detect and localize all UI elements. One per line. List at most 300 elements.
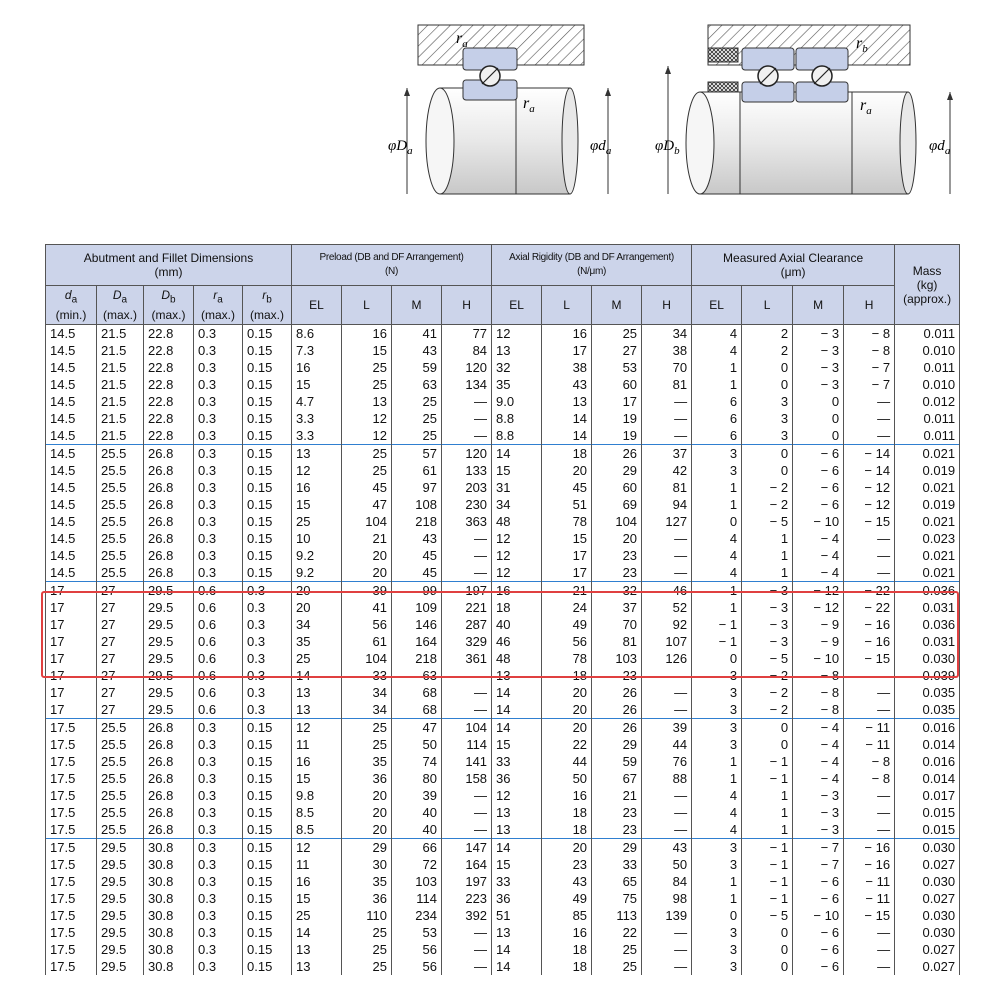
table-cell: 17: [542, 547, 592, 564]
table-cell: 10: [292, 530, 342, 547]
table-cell: − 2: [742, 479, 793, 496]
table-cell: 17.5: [46, 839, 97, 857]
table-cell: 29.5: [97, 890, 144, 907]
table-cell: 0.15: [243, 804, 292, 821]
table-cell: − 11: [844, 736, 895, 753]
table-cell: − 14: [844, 462, 895, 479]
table-cell: 46: [492, 633, 542, 650]
note: (max.): [201, 307, 235, 322]
table-cell: 0.3: [194, 736, 243, 753]
table-cell: 20: [542, 684, 592, 701]
group-header-mass: [895, 245, 960, 325]
table-cell: 14: [542, 410, 592, 427]
table-cell: 17.5: [46, 873, 97, 890]
table-cell: 30.8: [144, 873, 194, 890]
table-cell: 40: [492, 616, 542, 633]
table-cell: 68: [392, 701, 442, 719]
table-cell: 78: [542, 513, 592, 530]
table-cell: 4: [692, 821, 742, 839]
table-cell: 6: [692, 393, 742, 410]
table-cell: 2: [742, 342, 793, 359]
table-cell: 0.3: [194, 376, 243, 393]
table-cell: 14.5: [46, 462, 97, 479]
table-cell: 3: [692, 462, 742, 479]
table-cell: 27: [97, 616, 144, 633]
table-cell: 75: [592, 890, 642, 907]
table-cell: 197: [442, 873, 492, 890]
table-cell: 30.8: [144, 856, 194, 873]
table-cell: − 6: [793, 941, 844, 958]
table-row: [46, 753, 960, 770]
table-cell: − 1: [742, 753, 793, 770]
col-header-clearance-h: H: [844, 286, 895, 325]
table-cell: 14.5: [46, 342, 97, 359]
table-cell: 26.8: [144, 513, 194, 530]
table-cell: 0.6: [194, 650, 243, 667]
table-cell: 20: [342, 547, 392, 564]
shaft-end: [686, 92, 714, 194]
table-cell: 0.15: [243, 462, 292, 479]
table-cell: 0.6: [194, 582, 243, 600]
table-cell: 39: [642, 719, 692, 737]
table-cell: 25.5: [97, 821, 144, 839]
table-cell: 12: [342, 410, 392, 427]
table-cell: —: [642, 547, 692, 564]
table-cell: 0.030: [895, 650, 960, 667]
table-cell: − 14: [844, 445, 895, 463]
table-cell: 36: [342, 890, 392, 907]
table-cell: − 6: [793, 890, 844, 907]
table-cell: − 1: [742, 873, 793, 890]
subscript: a: [71, 294, 78, 306]
table-cell: —: [844, 821, 895, 839]
table-cell: 0.3: [243, 633, 292, 650]
note: (max.): [250, 307, 284, 322]
table-cell: 120: [442, 359, 492, 376]
table-cell: 14: [492, 701, 542, 719]
table-cell: 12: [292, 839, 342, 857]
table-cell: 29.5: [97, 907, 144, 924]
table-cell: 22: [592, 924, 642, 941]
table-cell: 15: [292, 496, 342, 513]
table-cell: 104: [342, 650, 392, 667]
table-cell: 1: [692, 479, 742, 496]
table-cell: 13: [292, 941, 342, 958]
table-cell: 21.5: [97, 393, 144, 410]
table-cell: —: [442, 530, 492, 547]
table-cell: 4: [692, 787, 742, 804]
table-cell: 158: [442, 770, 492, 787]
table-row: [46, 445, 960, 463]
table-cell: 8.6: [292, 325, 342, 343]
table-cell: 29.5: [97, 941, 144, 958]
table-cell: 0.15: [243, 941, 292, 958]
table-cell: 392: [442, 907, 492, 924]
table-cell: 43: [542, 376, 592, 393]
table-cell: 37: [592, 599, 642, 616]
table-cell: 0.15: [243, 393, 292, 410]
table-cell: 4: [692, 530, 742, 547]
table-cell: 0.3: [243, 684, 292, 701]
table-cell: 21.5: [97, 376, 144, 393]
table-cell: 21.5: [97, 359, 144, 376]
table-cell: 30: [342, 856, 392, 873]
table-cell: − 3: [793, 325, 844, 343]
table-cell: 63: [392, 376, 442, 393]
table-cell: 104: [592, 513, 642, 530]
shaft-shoulder: [440, 88, 570, 194]
table-cell: 3: [742, 410, 793, 427]
table-cell: 48: [492, 513, 542, 530]
table-cell: 19: [592, 410, 642, 427]
table-cell: 0.15: [243, 958, 292, 975]
table-cell: 56: [342, 616, 392, 633]
table-cell: 0.035: [895, 701, 960, 719]
table-cell: 0: [742, 359, 793, 376]
table-cell: 0.15: [243, 736, 292, 753]
mass-unit: (kg): [916, 277, 938, 292]
table-cell: 14: [292, 667, 342, 684]
table-cell: 0.15: [243, 513, 292, 530]
table-cell: 0.15: [243, 410, 292, 427]
table-row: [46, 736, 960, 753]
table-cell: 34: [642, 325, 692, 343]
table-cell: 35: [292, 633, 342, 650]
table-cell: 40: [392, 821, 442, 839]
table-cell: 17.5: [46, 958, 97, 975]
table-cell: 110: [342, 907, 392, 924]
table-cell: 22.8: [144, 427, 194, 445]
table-cell: − 1: [692, 633, 742, 650]
table-row: [46, 513, 960, 530]
table-cell: 0.030: [895, 839, 960, 857]
table-cell: 20: [292, 599, 342, 616]
group-header-preload: [292, 245, 492, 286]
table-cell: 25: [592, 941, 642, 958]
table-cell: 25: [342, 736, 392, 753]
table-cell: 29: [342, 839, 392, 857]
table-cell: − 8: [793, 684, 844, 701]
table-cell: 3: [692, 839, 742, 857]
table-cell: 0.3: [243, 667, 292, 684]
table-cell: 13: [492, 342, 542, 359]
table-cell: 0.017: [895, 787, 960, 804]
table-cell: − 8: [844, 342, 895, 359]
table-cell: —: [844, 393, 895, 410]
table-cell: 18: [492, 599, 542, 616]
table-cell: 81: [642, 479, 692, 496]
table-cell: 0.15: [243, 427, 292, 445]
table-cell: 0.3: [194, 856, 243, 873]
table-cell: − 10: [793, 907, 844, 924]
table-row: [46, 941, 960, 958]
table-cell: 0.3: [194, 342, 243, 359]
table-cell: 0.027: [895, 856, 960, 873]
table-cell: 0.15: [243, 856, 292, 873]
table-cell: 0.021: [895, 445, 960, 463]
table-cell: 57: [392, 445, 442, 463]
table-cell: 20: [342, 787, 392, 804]
table-cell: 60: [592, 376, 642, 393]
symbol: D: [112, 288, 122, 303]
table-cell: —: [442, 941, 492, 958]
table-cell: 0.036: [895, 616, 960, 633]
table-cell: 0: [742, 941, 793, 958]
table-cell: 21: [542, 582, 592, 600]
duplex-bearing-diagram: [655, 25, 953, 194]
table-cell: 13: [492, 924, 542, 941]
table-cell: 76: [642, 753, 692, 770]
table-cell: 66: [392, 839, 442, 857]
table-cell: − 3: [793, 821, 844, 839]
table-cell: 0.027: [895, 890, 960, 907]
table-cell: − 16: [844, 616, 895, 633]
table-cell: 84: [442, 342, 492, 359]
table-body: [46, 325, 960, 976]
table-cell: 17.5: [46, 719, 97, 737]
table-cell: − 15: [844, 907, 895, 924]
table-cell: 14.5: [46, 359, 97, 376]
table-cell: 3: [692, 736, 742, 753]
table-cell: 0.019: [895, 496, 960, 513]
table-cell: 0.021: [895, 513, 960, 530]
table-cell: 23: [592, 547, 642, 564]
table-cell: 29.5: [97, 839, 144, 857]
clearance-unit: (μm): [780, 265, 806, 279]
table-cell: 18: [542, 667, 592, 684]
table-cell: 17: [542, 342, 592, 359]
table-cell: 1: [692, 582, 742, 600]
table-cell: 0.15: [243, 770, 292, 787]
table-cell: 14.5: [46, 427, 97, 445]
table-cell: 29.5: [144, 684, 194, 701]
table-cell: 12: [492, 564, 542, 582]
table-cell: 20: [342, 564, 392, 582]
table-cell: 20: [592, 530, 642, 547]
label-phi-da: $\varphi d_a$: [590, 138, 612, 157]
table-cell: − 7: [793, 856, 844, 873]
table-cell: 14: [492, 941, 542, 958]
table-cell: 113: [592, 907, 642, 924]
table-cell: 31: [492, 479, 542, 496]
table-cell: 14.5: [46, 479, 97, 496]
table-cell: 0.15: [243, 376, 292, 393]
table-cell: 0.3: [243, 582, 292, 600]
table-cell: 25.5: [97, 753, 144, 770]
label-ra-top: $r_a$: [456, 30, 468, 50]
table-cell: − 6: [793, 873, 844, 890]
table-cell: 27: [97, 684, 144, 701]
table-cell: 0.021: [895, 564, 960, 582]
table-cell: 108: [392, 496, 442, 513]
table-cell: 32: [592, 582, 642, 600]
table-cell: 120: [442, 445, 492, 463]
table-cell: 34: [292, 616, 342, 633]
table-cell: 8.8: [492, 427, 542, 445]
table-cell: 30.8: [144, 941, 194, 958]
table-cell: 0.3: [194, 941, 243, 958]
abutment-unit: (mm): [154, 265, 183, 279]
table-cell: 4: [692, 325, 742, 343]
table-cell: 94: [642, 496, 692, 513]
table-cell: 43: [392, 342, 442, 359]
table-cell: 25.5: [97, 513, 144, 530]
table-cell: 8.5: [292, 821, 342, 839]
table-cell: 25: [592, 325, 642, 343]
table-cell: 45: [542, 479, 592, 496]
table-cell: 3: [692, 719, 742, 737]
table-cell: 0.15: [243, 873, 292, 890]
table-cell: − 11: [844, 719, 895, 737]
table-cell: 16: [542, 325, 592, 343]
table-cell: —: [642, 427, 692, 445]
note: (max.): [151, 307, 186, 322]
table-cell: —: [642, 958, 692, 975]
table-cell: 26.8: [144, 736, 194, 753]
table-cell: 0.3: [194, 513, 243, 530]
table-cell: 21.5: [97, 325, 144, 343]
table-row: [46, 839, 960, 857]
table-cell: − 15: [844, 513, 895, 530]
table-row: [46, 770, 960, 787]
table-cell: 25.5: [97, 530, 144, 547]
table-cell: 44: [642, 736, 692, 753]
table-cell: 0.3: [194, 804, 243, 821]
abutment-title: Abutment and Fillet Dimensions: [83, 251, 254, 265]
table-row: [46, 479, 960, 496]
table-row: [46, 342, 960, 359]
table-cell: 9.2: [292, 564, 342, 582]
table-cell: 47: [392, 719, 442, 737]
note: (min.): [55, 307, 87, 322]
table-cell: —: [844, 667, 895, 684]
table-cell: 146: [392, 616, 442, 633]
table-cell: 17.5: [46, 804, 97, 821]
table-cell: 25: [592, 958, 642, 975]
table-cell: 22.8: [144, 325, 194, 343]
table-cell: 39: [392, 787, 442, 804]
table-cell: 0: [793, 410, 844, 427]
table-cell: 18: [542, 445, 592, 463]
table-cell: 14: [492, 958, 542, 975]
col-header-preload-el: EL: [292, 286, 342, 325]
table-cell: 14: [292, 924, 342, 941]
table-cell: − 3: [793, 804, 844, 821]
table-cell: —: [442, 684, 492, 701]
table-cell: 14.5: [46, 513, 97, 530]
table-cell: 363: [442, 513, 492, 530]
table-cell: 32: [492, 359, 542, 376]
table-cell: 221: [442, 599, 492, 616]
table-cell: 16: [492, 582, 542, 600]
table-cell: 53: [392, 924, 442, 941]
table-cell: 0.3: [194, 547, 243, 564]
table-cell: 9.2: [292, 547, 342, 564]
table-cell: − 5: [742, 513, 793, 530]
table-cell: 4: [692, 342, 742, 359]
table-cell: − 12: [793, 599, 844, 616]
table-cell: 22.8: [144, 393, 194, 410]
table-cell: 0.036: [895, 582, 960, 600]
table-cell: 8.8: [492, 410, 542, 427]
table-cell: − 22: [844, 582, 895, 600]
table-cell: 17.5: [46, 753, 97, 770]
table-cell: 14.5: [46, 325, 97, 343]
shoulder-end: [562, 88, 578, 194]
table-cell: 70: [642, 359, 692, 376]
table-cell: 25.5: [97, 736, 144, 753]
table-cell: 26.8: [144, 445, 194, 463]
table-cell: 21.5: [97, 410, 144, 427]
table-row: [46, 873, 960, 890]
table-cell: 29.5: [144, 633, 194, 650]
table-cell: 114: [392, 890, 442, 907]
table-cell: 0.031: [895, 633, 960, 650]
table-cell: 56: [392, 958, 442, 975]
table-row: [46, 650, 960, 667]
table-cell: 21: [342, 530, 392, 547]
table-cell: 0.3: [194, 325, 243, 343]
table-cell: 13: [292, 958, 342, 975]
table-cell: 3: [692, 667, 742, 684]
table-cell: 17.5: [46, 907, 97, 924]
label-phi-Db: $\varphi D_b$: [655, 138, 680, 157]
table-cell: 25: [342, 359, 392, 376]
table-cell: 45: [392, 547, 442, 564]
table-cell: —: [442, 564, 492, 582]
table-cell: 20: [542, 839, 592, 857]
table-cell: 25: [392, 393, 442, 410]
table-cell: 15: [542, 530, 592, 547]
col-header-preload-m: M: [392, 286, 442, 325]
table-cell: 27: [97, 650, 144, 667]
table-cell: 0.3: [194, 359, 243, 376]
table-cell: 13: [292, 684, 342, 701]
table-cell: 29: [592, 839, 642, 857]
table-cell: 27: [592, 342, 642, 359]
table-cell: 59: [592, 753, 642, 770]
table-cell: 0.3: [194, 410, 243, 427]
table-cell: 133: [442, 462, 492, 479]
table-cell: 0.3: [194, 427, 243, 445]
table-cell: 1: [692, 753, 742, 770]
table-cell: − 16: [844, 856, 895, 873]
table-cell: 3: [692, 684, 742, 701]
table-cell: —: [442, 924, 492, 941]
table-cell: 25: [342, 924, 392, 941]
table-cell: —: [642, 701, 692, 719]
table-cell: 20: [542, 462, 592, 479]
table-cell: 27: [97, 599, 144, 616]
table-cell: 114: [442, 736, 492, 753]
table-cell: − 4: [793, 547, 844, 564]
table-cell: —: [844, 427, 895, 445]
table-cell: 50: [392, 736, 442, 753]
table-cell: 15: [292, 890, 342, 907]
table-cell: 17: [46, 616, 97, 633]
table-cell: 0.015: [895, 821, 960, 839]
group-header-rigidity: [492, 245, 692, 286]
table-cell: 0.012: [895, 393, 960, 410]
col-header-Da: [97, 286, 144, 325]
table-cell: 0.6: [194, 633, 243, 650]
table-cell: 26: [592, 445, 642, 463]
table-cell: 36: [492, 890, 542, 907]
table-cell: − 1: [742, 839, 793, 857]
table-cell: 0.3: [194, 924, 243, 941]
table-cell: 25.5: [97, 479, 144, 496]
table-cell: 30.8: [144, 890, 194, 907]
